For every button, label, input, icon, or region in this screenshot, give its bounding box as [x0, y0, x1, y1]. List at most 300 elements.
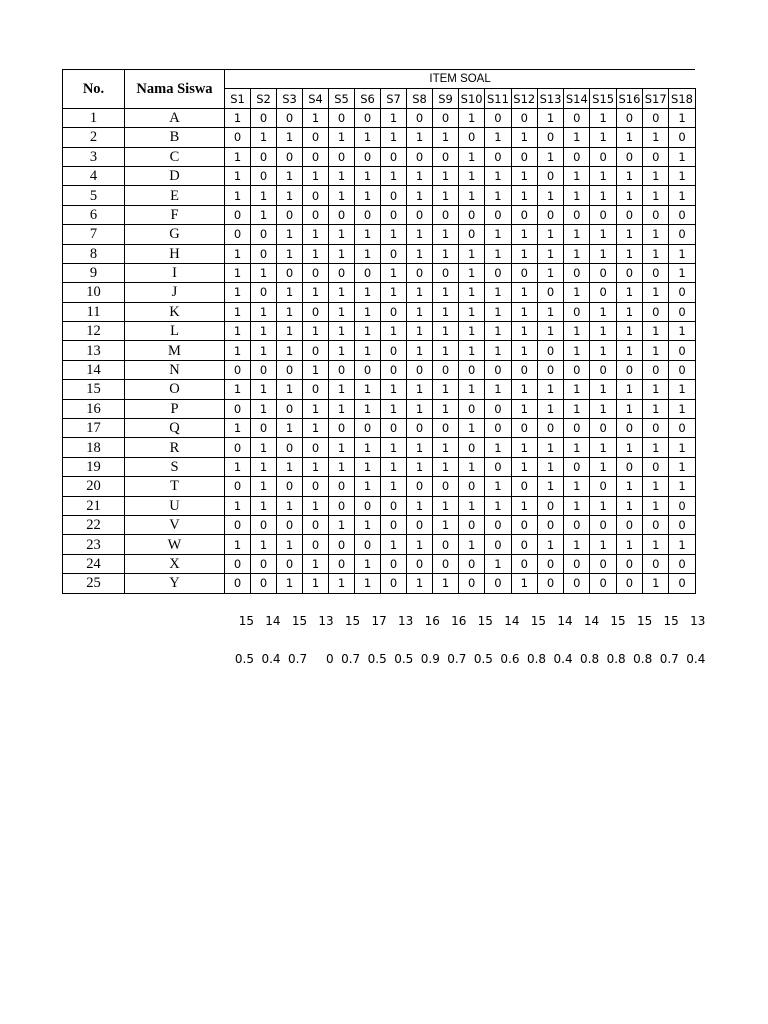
item-ratio: 0.6 [500, 652, 520, 666]
score-cell: 1 [459, 419, 485, 438]
score-cell: 1 [564, 438, 590, 457]
item-total: 16 [451, 614, 467, 628]
score-cell: 1 [485, 225, 511, 244]
score-cell: 1 [564, 380, 590, 399]
score-cell: 1 [225, 341, 251, 360]
score-cell: 0 [669, 515, 695, 534]
score-cell: 1 [381, 535, 407, 554]
score-cell: 0 [643, 419, 669, 438]
row-number: 25 [63, 574, 125, 593]
score-cell: 1 [485, 244, 511, 263]
score-cell: 0 [329, 263, 355, 282]
score-cell: 0 [433, 419, 459, 438]
score-cell: 0 [433, 205, 459, 224]
score-cell: 0 [669, 419, 695, 438]
score-cell: 1 [590, 496, 616, 515]
student-name: O [125, 380, 225, 399]
score-cell: 0 [303, 186, 329, 205]
score-cell: 1 [433, 128, 459, 147]
header-item-soal: ITEM SOAL [225, 70, 696, 89]
item-ratio: 0.9 [420, 652, 440, 666]
score-cell: 1 [433, 457, 459, 476]
score-cell: 1 [433, 380, 459, 399]
score-cell: 0 [537, 554, 563, 573]
score-cell: 1 [251, 399, 277, 418]
score-cell: 1 [511, 225, 537, 244]
score-cell: 1 [225, 535, 251, 554]
score-cell: 1 [433, 244, 459, 263]
score-cell: 1 [511, 457, 537, 476]
score-cell: 1 [537, 322, 563, 341]
score-cell: 1 [251, 263, 277, 282]
row-number: 1 [63, 108, 125, 127]
item-total: 15 [291, 614, 308, 628]
score-cell: 1 [511, 244, 537, 263]
score-cell: 0 [459, 399, 485, 418]
score-cell: 1 [590, 302, 616, 321]
row-number: 18 [63, 438, 125, 457]
score-cell: 0 [643, 360, 669, 379]
row-number: 3 [63, 147, 125, 166]
score-cell: 0 [564, 554, 590, 573]
score-cell: 1 [485, 554, 511, 573]
score-cell: 1 [511, 574, 537, 593]
table-row [63, 380, 696, 399]
score-cell: 1 [669, 244, 695, 263]
row-number: 5 [63, 186, 125, 205]
score-cell: 1 [485, 128, 511, 147]
score-cell: 1 [407, 322, 433, 341]
score-cell: 1 [407, 380, 433, 399]
header-item-3: S3 [277, 89, 303, 108]
score-cell: 1 [225, 108, 251, 127]
score-cell: 0 [643, 147, 669, 166]
score-cell: 0 [590, 574, 616, 593]
score-cell: 1 [537, 108, 563, 127]
score-cell: 1 [277, 380, 303, 399]
student-name: N [125, 360, 225, 379]
score-cell: 1 [277, 574, 303, 593]
score-cell: 1 [277, 535, 303, 554]
score-cell: 0 [669, 205, 695, 224]
score-cell: 0 [251, 166, 277, 185]
score-cell: 0 [459, 554, 485, 573]
score-cell: 0 [643, 554, 669, 573]
score-cell: 1 [537, 399, 563, 418]
score-cell: 1 [537, 380, 563, 399]
score-cell: 0 [355, 535, 381, 554]
score-cell: 1 [355, 457, 381, 476]
score-cell: 1 [459, 341, 485, 360]
score-cell: 0 [511, 147, 537, 166]
score-cell: 0 [251, 244, 277, 263]
score-cell: 1 [643, 535, 669, 554]
score-cell: 1 [590, 186, 616, 205]
score-cell: 0 [225, 205, 251, 224]
score-cell: 0 [303, 380, 329, 399]
score-cell: 1 [329, 380, 355, 399]
student-name: P [125, 399, 225, 418]
score-cell: 0 [590, 477, 616, 496]
score-cell: 1 [355, 283, 381, 302]
score-cell: 0 [407, 205, 433, 224]
score-cell: 1 [407, 186, 433, 205]
student-name: W [125, 535, 225, 554]
score-cell: 1 [329, 457, 355, 476]
score-cell: 1 [459, 380, 485, 399]
score-cell: 1 [485, 302, 511, 321]
score-cell: 1 [329, 341, 355, 360]
item-total: 15 [344, 614, 361, 628]
score-cell: 0 [303, 302, 329, 321]
score-cell: 0 [643, 457, 669, 476]
score-cell: 1 [381, 283, 407, 302]
score-cell: 0 [225, 225, 251, 244]
score-cell: 0 [433, 477, 459, 496]
score-cell: 1 [616, 225, 642, 244]
row-number: 19 [63, 457, 125, 476]
score-cell: 1 [355, 341, 381, 360]
score-cell: 0 [485, 360, 511, 379]
score-cell: 0 [433, 263, 459, 282]
score-cell: 0 [381, 205, 407, 224]
score-cell: 1 [537, 302, 563, 321]
score-cell: 1 [407, 166, 433, 185]
item-total: 15 [663, 614, 679, 628]
table-row [63, 225, 696, 244]
score-cell: 0 [329, 554, 355, 573]
score-cell: 1 [643, 438, 669, 457]
score-cell: 1 [225, 419, 251, 438]
score-cell: 1 [643, 496, 669, 515]
score-cell: 1 [381, 438, 407, 457]
score-cell: 0 [511, 515, 537, 534]
score-cell: 0 [329, 496, 355, 515]
score-cell: 1 [433, 283, 459, 302]
score-cell: 0 [590, 205, 616, 224]
score-cell: 0 [303, 535, 329, 554]
score-cell: 1 [459, 535, 485, 554]
row-number: 12 [63, 322, 125, 341]
score-cell: 0 [564, 360, 590, 379]
score-cell: 1 [564, 399, 590, 418]
score-cell: 1 [277, 244, 303, 263]
score-cell: 0 [225, 128, 251, 147]
score-cell: 1 [407, 341, 433, 360]
score-cell: 1 [590, 535, 616, 554]
student-name: S [125, 457, 225, 476]
score-cell: 0 [564, 108, 590, 127]
table-row [63, 166, 696, 185]
score-cell: 0 [590, 263, 616, 282]
score-cell: 1 [669, 186, 695, 205]
score-cell: 0 [669, 574, 695, 593]
score-cell: 0 [616, 419, 642, 438]
score-cell: 0 [616, 108, 642, 127]
header-item-6: S6 [355, 89, 381, 108]
score-cell: 0 [277, 515, 303, 534]
score-cell: 0 [251, 515, 277, 534]
score-cell: 0 [537, 283, 563, 302]
score-cell: 1 [381, 225, 407, 244]
score-cell: 1 [669, 535, 695, 554]
score-cell: 1 [251, 186, 277, 205]
score-cell: 0 [669, 554, 695, 573]
score-cell: 1 [459, 302, 485, 321]
score-cell: 1 [564, 166, 590, 185]
score-cell: 1 [537, 457, 563, 476]
header-item-4: S4 [303, 89, 329, 108]
score-cell: 1 [277, 186, 303, 205]
score-cell: 1 [407, 574, 433, 593]
student-name: F [125, 205, 225, 224]
score-cell: 1 [303, 166, 329, 185]
score-cell: 1 [225, 166, 251, 185]
score-cell: 1 [329, 166, 355, 185]
row-number: 13 [63, 341, 125, 360]
score-cell: 0 [381, 186, 407, 205]
score-cell: 1 [459, 457, 485, 476]
score-cell: 0 [537, 128, 563, 147]
score-cell: 0 [485, 263, 511, 282]
score-cell: 0 [433, 554, 459, 573]
score-cell: 0 [616, 574, 642, 593]
item-total: 15 [636, 614, 653, 628]
score-cell: 0 [381, 341, 407, 360]
score-cell: 1 [459, 496, 485, 515]
score-cell: 1 [225, 283, 251, 302]
score-cell: 1 [329, 574, 355, 593]
score-cell: 0 [459, 515, 485, 534]
item-ratio: 0.8 [606, 652, 626, 666]
score-cell: 0 [251, 225, 277, 244]
score-cell: 0 [669, 496, 695, 515]
table-row [63, 147, 696, 166]
score-cell: 1 [511, 399, 537, 418]
score-cell: 0 [537, 360, 563, 379]
score-cell: 1 [616, 283, 642, 302]
score-cell: 1 [225, 496, 251, 515]
score-cell: 0 [381, 515, 407, 534]
score-cell: 1 [537, 225, 563, 244]
item-total: 15 [610, 614, 626, 628]
score-cell: 1 [433, 186, 459, 205]
score-cell: 1 [616, 438, 642, 457]
header-item-8: S8 [407, 89, 433, 108]
score-cell: 1 [459, 166, 485, 185]
score-cell: 1 [277, 302, 303, 321]
score-cell: 1 [459, 108, 485, 127]
score-cell: 1 [564, 128, 590, 147]
score-cell: 1 [355, 128, 381, 147]
score-cell: 1 [669, 263, 695, 282]
score-cell: 0 [669, 341, 695, 360]
item-ratio: 0.8 [526, 652, 547, 666]
student-name: H [125, 244, 225, 263]
score-cell: 1 [355, 322, 381, 341]
row-number: 23 [63, 535, 125, 554]
score-cell: 1 [643, 574, 669, 593]
score-cell: 1 [459, 263, 485, 282]
student-name: C [125, 147, 225, 166]
score-cell: 1 [669, 380, 695, 399]
item-total: 13 [318, 614, 334, 628]
student-name: U [125, 496, 225, 515]
score-cell: 0 [407, 419, 433, 438]
score-cell: 0 [433, 108, 459, 127]
score-cell: 1 [564, 496, 590, 515]
student-name: Q [125, 419, 225, 438]
row-number: 20 [63, 477, 125, 496]
score-cell: 1 [433, 496, 459, 515]
score-cell: 0 [643, 302, 669, 321]
table-row [63, 341, 696, 360]
score-cell: 1 [407, 283, 433, 302]
score-cell: 0 [329, 477, 355, 496]
header-item-13: S13 [537, 89, 563, 108]
score-cell: 1 [537, 244, 563, 263]
header-item-7: S7 [381, 89, 407, 108]
score-cell: 1 [355, 399, 381, 418]
score-cell: 1 [407, 302, 433, 321]
header-item-17: S17 [643, 89, 669, 108]
score-cell: 1 [251, 535, 277, 554]
score-cell: 0 [564, 457, 590, 476]
score-cell: 1 [251, 496, 277, 515]
score-cell: 1 [381, 128, 407, 147]
item-ratio: 0.7 [341, 652, 361, 666]
score-cell: 0 [564, 302, 590, 321]
score-cell: 0 [485, 108, 511, 127]
score-cell: 0 [643, 515, 669, 534]
score-cell: 0 [590, 360, 616, 379]
score-cell: 1 [643, 477, 669, 496]
score-cell: 1 [225, 244, 251, 263]
score-cell: 1 [433, 302, 459, 321]
student-name: G [125, 225, 225, 244]
row-number: 16 [63, 399, 125, 418]
score-cell: 0 [564, 515, 590, 534]
score-cell: 1 [381, 263, 407, 282]
score-cell: 0 [616, 263, 642, 282]
score-cell: 0 [251, 283, 277, 302]
score-cell: 0 [303, 128, 329, 147]
score-cell: 1 [643, 128, 669, 147]
score-cell: 0 [564, 263, 590, 282]
item-ratio: 0.5 [234, 652, 254, 666]
score-cell: 1 [564, 477, 590, 496]
score-cell: 0 [251, 419, 277, 438]
score-cell: 0 [564, 419, 590, 438]
row-number: 11 [63, 302, 125, 321]
score-cell: 0 [643, 263, 669, 282]
row-number: 2 [63, 128, 125, 147]
score-cell: 0 [485, 515, 511, 534]
score-cell: 1 [225, 380, 251, 399]
score-cell: 0 [303, 147, 329, 166]
score-cell: 1 [511, 283, 537, 302]
score-cell: 0 [381, 360, 407, 379]
score-cell: 1 [537, 535, 563, 554]
score-cell: 1 [303, 574, 329, 593]
score-cell: 1 [433, 341, 459, 360]
score-cell: 1 [616, 496, 642, 515]
score-cell: 1 [616, 380, 642, 399]
score-cell: 0 [537, 205, 563, 224]
score-cell: 0 [251, 360, 277, 379]
table-row [63, 322, 696, 341]
score-cell: 0 [225, 574, 251, 593]
score-cell: 1 [485, 186, 511, 205]
score-cell: 1 [277, 322, 303, 341]
score-cell: 0 [616, 554, 642, 573]
score-cell: 1 [485, 322, 511, 341]
score-cell: 1 [277, 341, 303, 360]
score-cell: 1 [381, 166, 407, 185]
score-cell: 0 [537, 515, 563, 534]
score-cell: 0 [511, 535, 537, 554]
score-cell: 1 [485, 438, 511, 457]
score-cell: 1 [225, 186, 251, 205]
score-cell: 1 [485, 166, 511, 185]
item-total: 14 [504, 614, 520, 628]
score-cell: 1 [459, 244, 485, 263]
score-cell: 0 [485, 535, 511, 554]
score-cell: 1 [225, 147, 251, 166]
score-cell: 1 [669, 108, 695, 127]
item-ratio: 0.5 [394, 652, 414, 666]
item-total: 15 [238, 614, 254, 628]
score-cell: 0 [485, 205, 511, 224]
item-ratio: 0.8 [633, 652, 653, 666]
table-row [63, 399, 696, 418]
score-cell: 0 [277, 263, 303, 282]
item-total: 15 [530, 614, 547, 628]
score-cell: 1 [303, 496, 329, 515]
score-cell: 1 [485, 380, 511, 399]
score-cell: 0 [485, 574, 511, 593]
item-ratio: 0 [326, 652, 334, 666]
score-cell: 1 [643, 166, 669, 185]
score-cell: 1 [511, 341, 537, 360]
score-cell: 0 [329, 535, 355, 554]
score-cell: 1 [643, 244, 669, 263]
table-row [63, 554, 696, 573]
table-row [63, 283, 696, 302]
score-cell: 1 [407, 438, 433, 457]
score-cell: 1 [381, 399, 407, 418]
score-cell: 1 [616, 535, 642, 554]
score-cell: 1 [303, 225, 329, 244]
score-cell: 0 [616, 205, 642, 224]
score-cell: 0 [251, 574, 277, 593]
score-cell: 1 [381, 457, 407, 476]
score-cell: 1 [459, 283, 485, 302]
score-cell: 0 [511, 263, 537, 282]
score-cell: 1 [590, 341, 616, 360]
score-cell: 1 [355, 574, 381, 593]
score-cell: 1 [537, 477, 563, 496]
score-cell: 1 [355, 225, 381, 244]
score-cell: 1 [407, 225, 433, 244]
student-name: Y [125, 574, 225, 593]
header-item-18: S18 [669, 89, 695, 108]
score-cell: 1 [590, 457, 616, 476]
row-number: 7 [63, 225, 125, 244]
score-cell: 1 [511, 438, 537, 457]
score-cell: 1 [643, 225, 669, 244]
score-cell: 1 [251, 302, 277, 321]
